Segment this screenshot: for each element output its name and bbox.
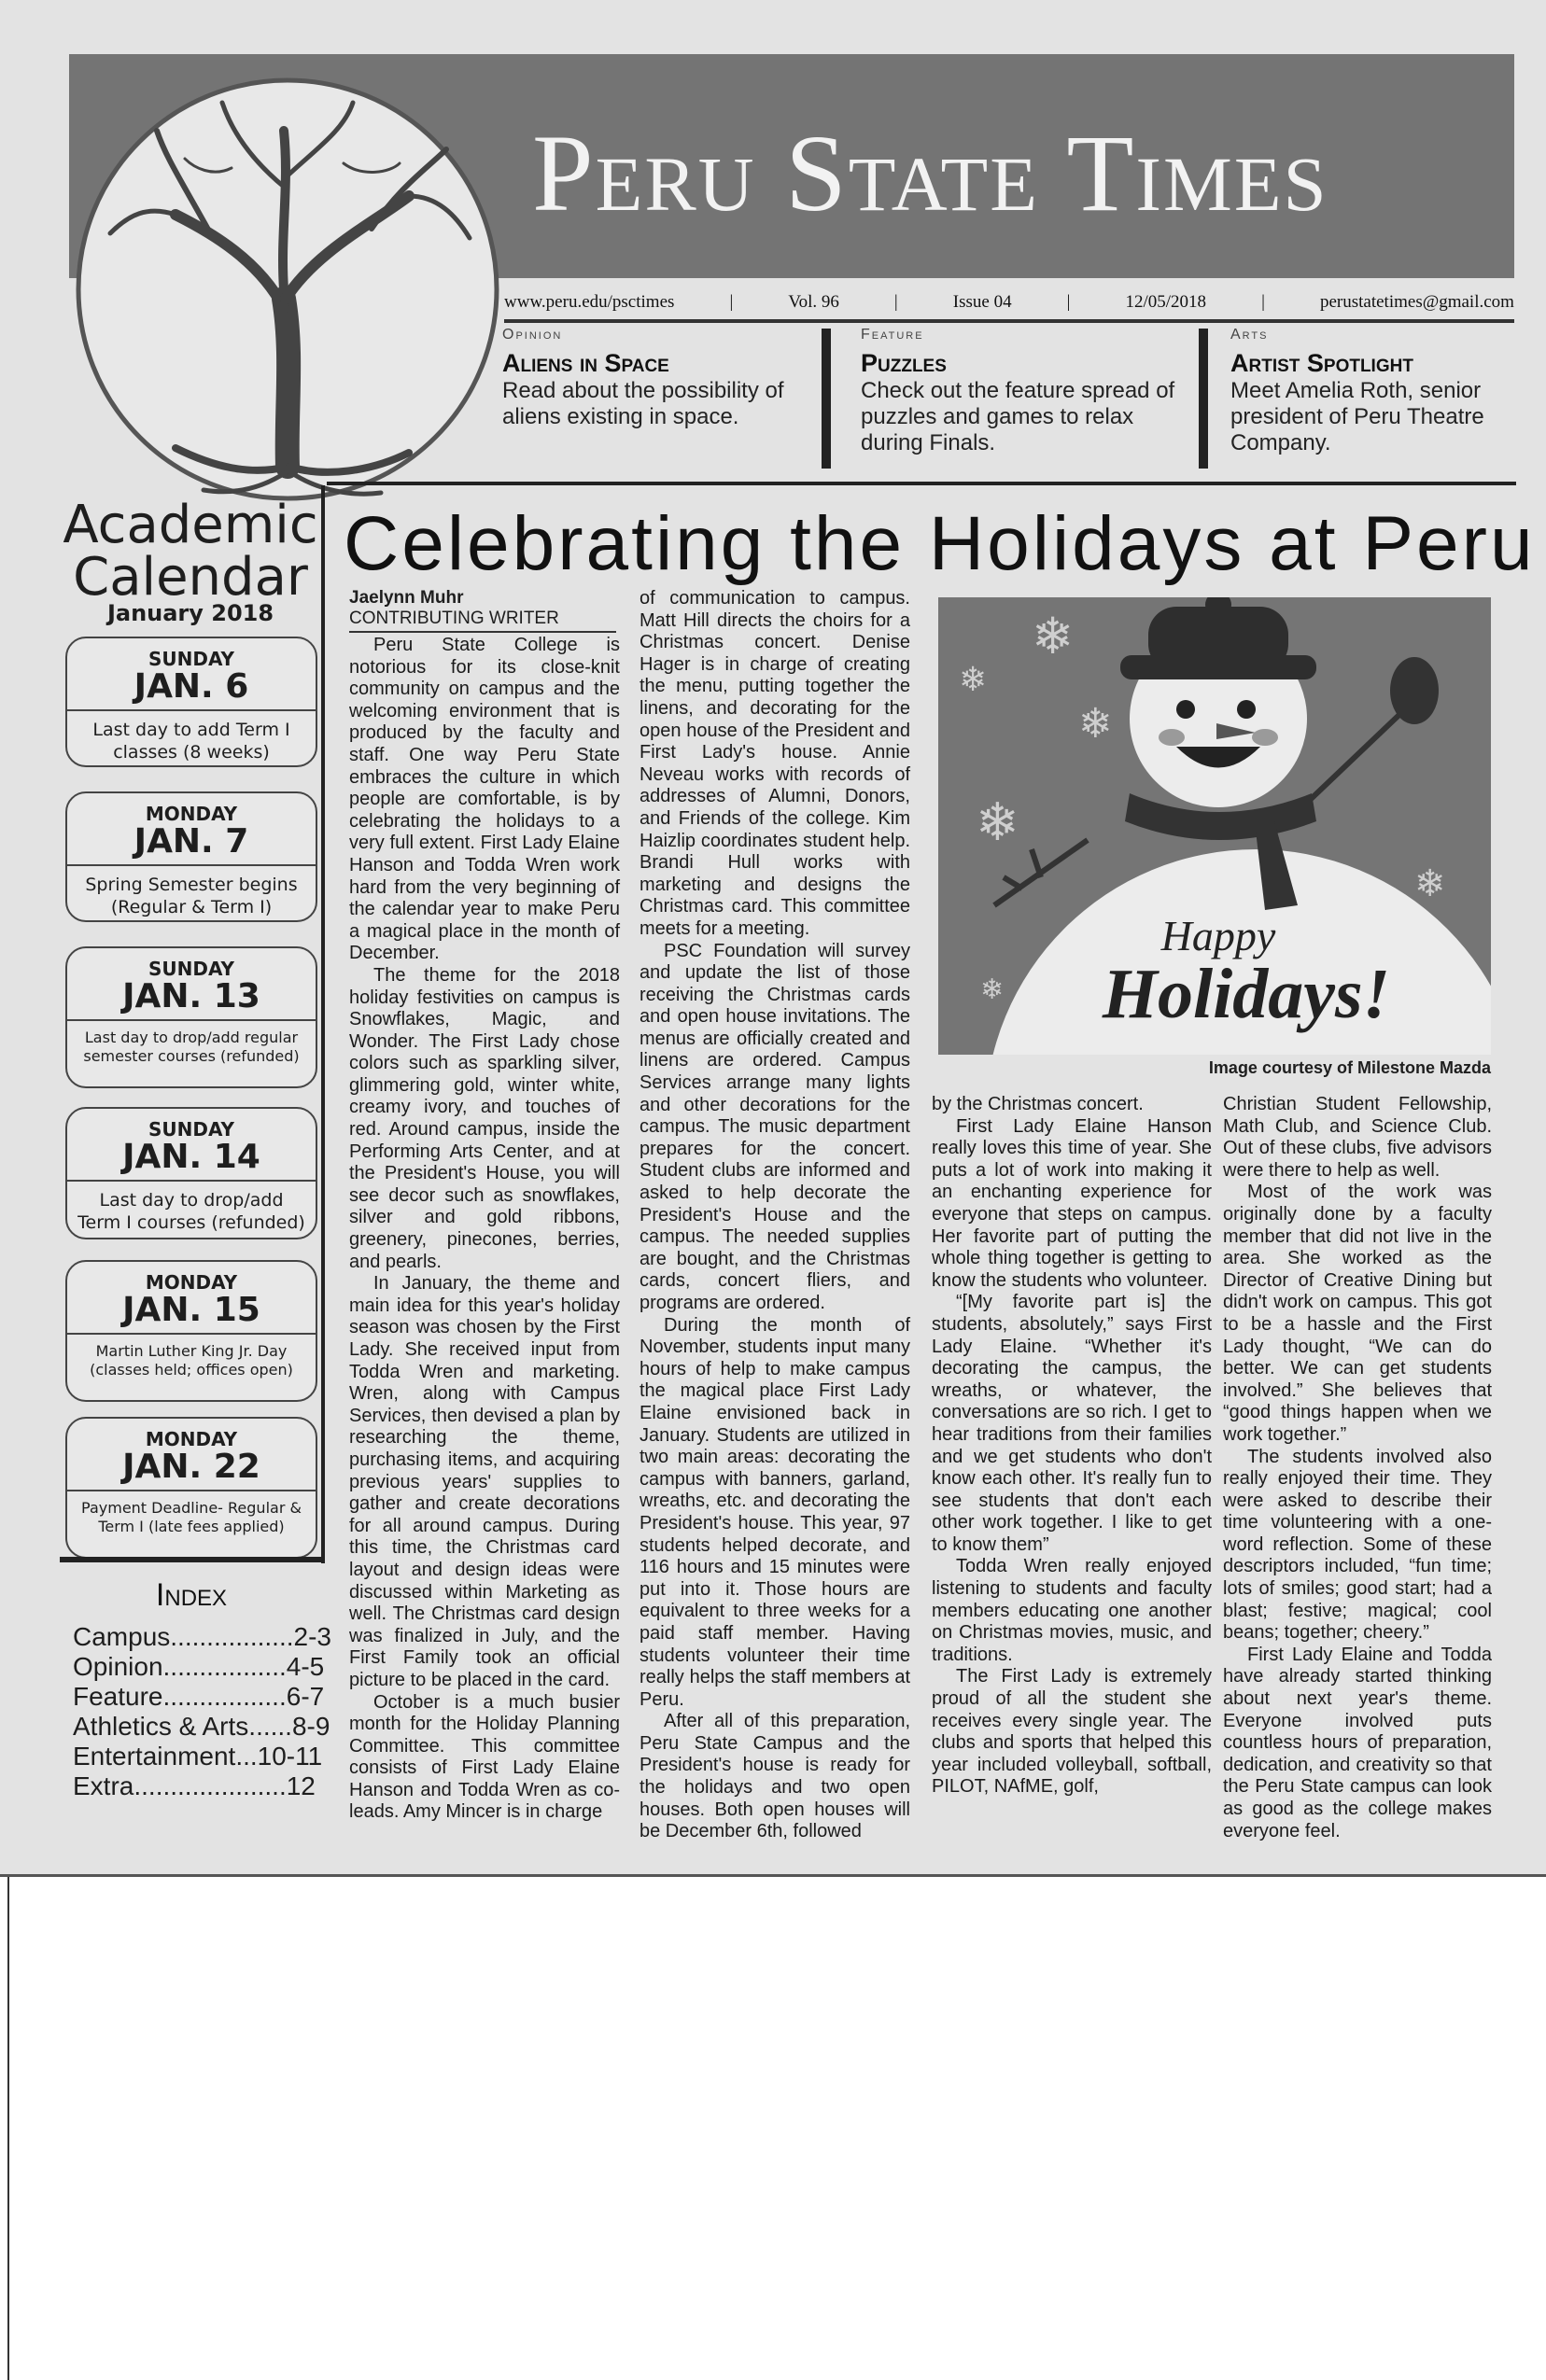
volume-number: Vol. 96 [788, 292, 839, 312]
teaser-divider [1199, 329, 1208, 469]
academic-calendar-header [60, 495, 321, 626]
article-paragraph: of communication to campus. Matt Hill directs the choirs for a Christmas concert. Denise Hager is in charge of creating the menu, putting together the linens, and decorating for the open house of the President and First Lady's house. Annie Neveau works with records of addresses of Alumni, Donors, and Friends of the college. Kim Haizlip coordinates student help. Brandi Hull works with marketing and designs the Christmas card. This committee meets for a meeting. [639, 588, 910, 939]
teaser-kicker: Arts [1230, 327, 1269, 343]
calendar-title-line2: Calendar [73, 547, 308, 608]
article-paragraph: The students involved also really enjoyed their time. They were asked to describe their time volunteering with a one-word reflection. Some of these descriptors included, “fun time; lots of smiles; good start; had a blast; festive; magical; cool beans; together; cheery.” [1223, 1446, 1492, 1644]
article-paragraph: “[My favorite part is] the students, absolutely,” says First Lady Elaine. “Whether it's decorating the campus, the wreaths, or whatever, the conversations are so rich. I get to hear traditions from their families and we get students who don't know each other. It's really fun to see students that don't each other work together. I like to get to know them” [932, 1292, 1212, 1555]
index-title: Index [155, 1577, 228, 1613]
index-list [73, 1622, 331, 1801]
calendar-separator [67, 1180, 316, 1182]
article-column-1 [349, 635, 620, 1824]
calendar-month: January 2018 [106, 600, 274, 626]
article-paragraph: The First Lady is extremely proud of all the student she receives every single year. The clubs and sports that helped this year included volleyball, softball, PILOT, NAfME, golf, [932, 1666, 1212, 1798]
calendar-day: MONDAY [145, 1271, 238, 1294]
teaser-kicker: Opinion [502, 327, 563, 343]
calendar-date: JAN. 22 [122, 1448, 260, 1486]
svg-text:❄: ❄ [1078, 700, 1113, 748]
separator: | [893, 292, 898, 312]
article-paragraph: by the Christmas concert. [932, 1094, 1144, 1114]
calendar-title-line1: Academic [63, 495, 318, 555]
index-item[interactable]: Extra.....................12 [73, 1771, 316, 1800]
article-column-2 [639, 588, 910, 1843]
svg-text:❄: ❄ [980, 973, 1005, 1006]
calendar-date: JAN. 13 [122, 977, 260, 1015]
article-paragraph: Peru State College is notorious for its close-knit community on campus and the welcoming environment that is produced by the faculty and staff. One way Peru State embraces the culture in which people are comfortable, is by celebrating the holidays to a very full extent. First Lady Elaine Hanson and Todda Wren work hard from the very beginning of the calendar year to make Peru a magical place in the month of December. [349, 635, 620, 964]
photo-greeting-line2: Holidays! [1102, 955, 1391, 1033]
index-item[interactable]: Entertainment...10-11 [73, 1742, 323, 1771]
calendar-note: Martin Luther King Jr. Day (classes held; offices open) [90, 1342, 293, 1379]
sidebar-divider [321, 485, 325, 1563]
scan-edge-line [7, 1877, 9, 2380]
calendar-date: JAN. 6 [134, 667, 249, 706]
calendar-entry [65, 1417, 317, 1559]
teaser-feature[interactable] [861, 327, 1178, 467]
index-item[interactable]: Athletics & Arts......8-9 [73, 1712, 330, 1741]
separator: | [1261, 292, 1265, 312]
calendar-entry [65, 1260, 317, 1402]
article-paragraph: PSC Foundation will survey and update the list of those receiving the Christmas cards and open house invitations. The menus are officially created and linens are ordered. Campus Services arrange many lights and other decorations for the campus. The music department prepares for the concert. Student clubs are informed and asked to help decorate the President's House and the campus. The needed supplies are bought, and the Christmas cards, concert fliers, and programs are ordered. [639, 940, 910, 1313]
issue-number: Issue 04 [952, 292, 1012, 312]
article-author: Jaelynn Muhr [349, 588, 464, 608]
calendar-note: Payment Deadline- Regular & Term I (late fees applied) [81, 1499, 302, 1535]
article-paragraph: Most of the work was originally done by a faculty member that did not live in the area. She worked as the Director of Creative Dining but didn't work on campus. This got to be a hassle and the First Lady thought, “We can do better. We can get students involved.” She believes that “good things happen when we work together.” [1223, 1182, 1492, 1445]
article-paragraph: October is a much busier month for the Holiday Planning Committee. This committee consists of First Lady Elaine Hanson and Todda Wren as co-leads. Amy Mincer is in charge [349, 1691, 620, 1823]
calendar-separator [67, 1490, 316, 1491]
article-paragraph: During the month of November, students input many hours of help to make campus the magical place First Lady Elaine envisioned back in January. Students are utilized in two main areas: decorating the campus with banners, garland, wreaths, etc. and decorating the President's house. This year, 97 students helped decorate, and 116 hours and 15 minutes were put into it. Those hours are equivalent to three weeks for a paid staff member. Having students volunteer their time really helps the staff members at Peru. [639, 1314, 910, 1710]
svg-text:❄: ❄ [1414, 862, 1446, 905]
article-column-3 [932, 1094, 1212, 1799]
photo-credit: Image courtesy of Milestone Mazda [1208, 1058, 1491, 1077]
teaser-headline: Aliens in Space [502, 349, 669, 377]
teaser-divider [822, 329, 831, 469]
calendar-note: Last day to drop/add Term I courses (refunded) [77, 1190, 305, 1233]
author-role: CONTRIBUTING WRITER [349, 609, 616, 633]
teaser-opinion[interactable] [502, 327, 801, 467]
calendar-separator [67, 1019, 316, 1021]
blank-scan-area [0, 1877, 1546, 2380]
calendar-day: MONDAY [145, 1428, 238, 1450]
calendar-note: Spring Semester begins (Regular & Term I) [85, 875, 298, 917]
article-headline: Celebrating the Holidays at Peru [344, 501, 1536, 586]
article-paragraph: Todda Wren really enjoyed listening to students and faculty members educating one another on Christmas movies, music, and traditions. [932, 1556, 1212, 1665]
masthead-title: Peru State Times [532, 112, 1328, 234]
article-column-4 [1223, 1094, 1492, 1842]
teaser-arts[interactable] [1230, 327, 1501, 467]
calendar-separator [67, 864, 316, 866]
separator: | [729, 292, 734, 312]
article-paragraph: In January, the theme and main idea for this year's holiday season was chosen by the First Lady. She received input from Todda Wren and marketing. Wren, along with Campus Services, then devised a plan by researching the theme, purchasing items, and acquiring previous years' supplies to gather and create decorations for all around campus. During this time, the Christmas card layout and design ideas were discussed within Marketing as well. The Christmas card design was finalized in July, and the First Family took an official picture to be placed in the card. [349, 1273, 620, 1690]
masthead-info-bar [504, 286, 1514, 323]
calendar-date: JAN. 7 [134, 822, 249, 861]
article-paragraph: First Lady Elaine and Todda have already started thinking about next year's theme. Everyone involved puts countless hours of preparation, dedication, and creativity so that the Peru State campus can look as good as the college makes everyone feel. [1223, 1644, 1492, 1841]
website-link[interactable]: www.peru.edu/psctimes [504, 292, 675, 312]
article-paragraph: After all of this preparation, Peru State Campus and the President's house is ready for the holidays and two open houses. Both open houses will be December 6th, followed [639, 1711, 910, 1842]
calendar-separator [67, 709, 316, 711]
issue-date: 12/05/2018 [1125, 292, 1207, 312]
tree-logo [73, 75, 502, 504]
calendar-entry [65, 1107, 317, 1239]
index-item[interactable]: Feature.................6-7 [73, 1682, 325, 1711]
calendar-note: Last day to add Term I classes (8 weeks) [92, 720, 290, 763]
email-link[interactable]: perustatetimes@gmail.com [1319, 292, 1514, 312]
calendar-day: MONDAY [145, 803, 238, 825]
calendar-entry [65, 791, 317, 922]
calendar-separator [67, 1333, 316, 1335]
index-rule [60, 1557, 323, 1562]
calendar-date: JAN. 14 [122, 1138, 260, 1176]
svg-text:❄: ❄ [1032, 607, 1075, 665]
calendar-day: SUNDAY [148, 958, 235, 980]
article-paragraph: The theme for the 2018 holiday festivities on campus is Snowflakes, Magic, and Wonder. The First Lady chose colors such as sparkling silver, glimmering gold, winter white, creamy ivory, and touches of red. Around campus, inside the Performing Arts Center, and at the President's House, you will see decor such as snowflakes, silver and gold ribbons, greenery, pinecones, berries, and pearls. [349, 964, 620, 1272]
section-rule [327, 482, 1516, 485]
separator: | [1066, 292, 1071, 312]
calendar-date: JAN. 15 [122, 1291, 260, 1329]
teaser-description: Meet Amelia Roth, senior president of Peru Theatre Company. [1230, 378, 1484, 455]
holiday-snowman-image [938, 597, 1491, 1055]
svg-text:❄: ❄ [976, 792, 1019, 853]
photo-greeting-line1: Happy [1160, 912, 1276, 959]
snowman-illustration [938, 597, 1491, 1055]
teaser-description: Read about the possibility of aliens existing in space. [502, 378, 784, 429]
teaser-headline: Puzzles [861, 349, 947, 377]
teaser-kicker: Feature [861, 327, 924, 343]
article-paragraph: First Lady Elaine Hanson really loves this time of year. She puts a lot of work into making it an enchanting experience for everyone that steps on campus. Her favorite part of putting the whole thing together is getting to know the students who volunteer. [932, 1115, 1212, 1291]
index-item[interactable]: Campus.................2-3 [73, 1622, 331, 1651]
teaser-description: Check out the feature spread of puzzles and games to relax during Finals. [861, 378, 1175, 455]
article-paragraph: Christian Student Fellowship, Math Club, and Science Club. Out of these clubs, five advisors were there to help as well. [1223, 1094, 1492, 1181]
teaser-headline: Artist Spotlight [1230, 349, 1413, 377]
calendar-day: SUNDAY [148, 1118, 235, 1141]
calendar-note: Last day to drop/add regular semester courses (refunded) [83, 1029, 300, 1065]
calendar-entry [65, 946, 317, 1088]
index-item[interactable]: Opinion.................4-5 [73, 1652, 325, 1681]
calendar-day: SUNDAY [148, 648, 235, 670]
calendar-entry [65, 637, 317, 767]
svg-text:❄: ❄ [959, 661, 988, 699]
